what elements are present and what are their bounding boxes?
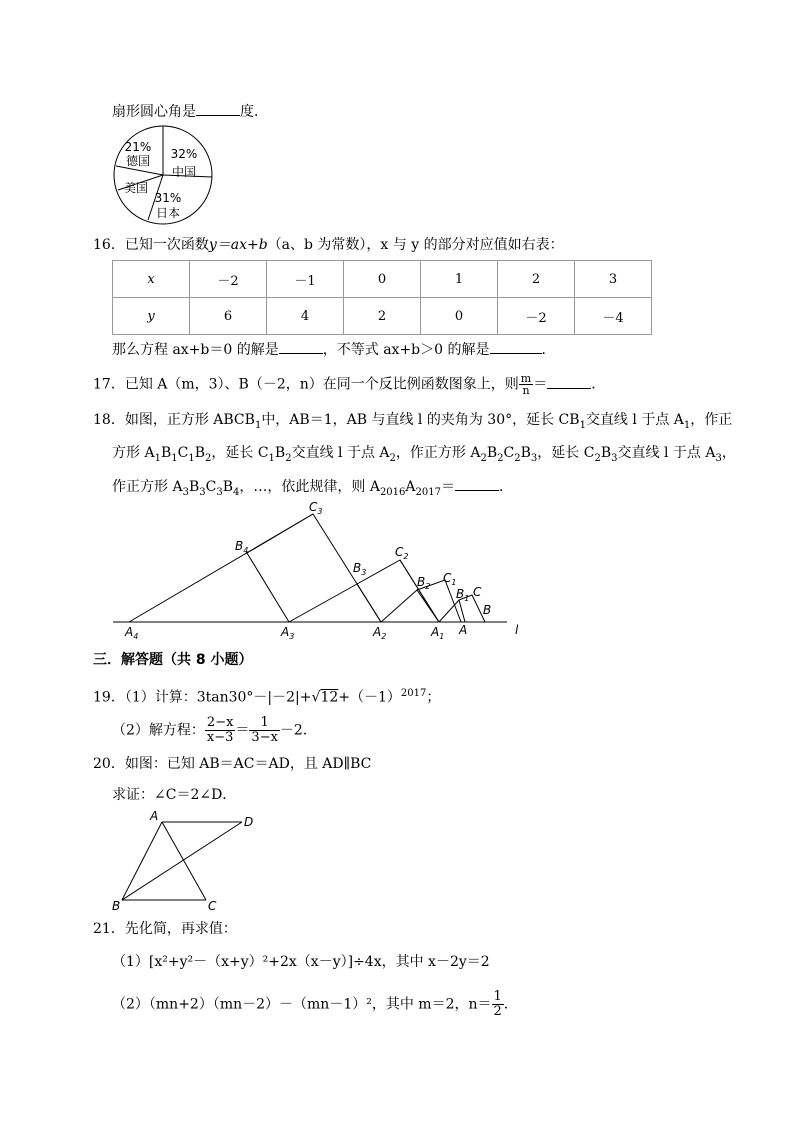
q17-fraction bbox=[519, 373, 533, 396]
q16-func: y＝ax+b bbox=[208, 237, 268, 253]
q17-answer-blank[interactable] bbox=[547, 374, 591, 389]
line-b1 bbox=[439, 600, 459, 622]
label-c2: $C_2$ bbox=[395, 545, 409, 561]
q21-part1: （1）[x²+y²－（x+y）²+2x（x－y）]÷4x，其中 x－2y＝2 bbox=[112, 954, 490, 970]
q18-text: A bbox=[405, 479, 416, 495]
label-d: D bbox=[244, 815, 254, 829]
line-c2 bbox=[400, 560, 439, 622]
q16-question-b: ，不等式 ax+b＞0 的解是 bbox=[322, 342, 490, 358]
q19-sqrt-arg: 12 bbox=[320, 689, 339, 706]
table-cell: －2 bbox=[190, 261, 267, 298]
line-ab bbox=[122, 822, 162, 900]
q18-text: C bbox=[503, 445, 515, 461]
q18-text: 交直线 l 于点 A bbox=[617, 445, 716, 461]
line-ac bbox=[162, 822, 206, 900]
q18-sub: 1 bbox=[268, 452, 275, 464]
q18-answer-blank[interactable] bbox=[455, 476, 499, 491]
table-header-x: x bbox=[113, 261, 190, 298]
q18-text: 作正方形 A bbox=[112, 479, 183, 495]
label-a4: $A_4$ bbox=[125, 625, 139, 641]
q18-sub: 2 bbox=[594, 452, 601, 464]
square-2 bbox=[357, 560, 439, 622]
q21-title: 21．先化简，再求值： bbox=[93, 921, 237, 937]
q18-text: B bbox=[274, 445, 286, 461]
q18-text: ，作正方形 A bbox=[395, 445, 481, 461]
q17-frac-num: m bbox=[520, 372, 532, 385]
q21-frac-num: 1 bbox=[493, 989, 502, 1004]
q19-f1-num: 2−x bbox=[206, 715, 234, 730]
q18-text: 交直线 l 于点 A bbox=[585, 412, 684, 428]
q19-tail: －2． bbox=[279, 722, 317, 739]
q18-text: B bbox=[600, 445, 612, 461]
line-b3 bbox=[289, 584, 357, 622]
q16-answer-b-blank[interactable] bbox=[490, 339, 542, 354]
label-a1: $A_1$ bbox=[431, 625, 445, 641]
pie-pct-germany: 21% bbox=[124, 140, 152, 154]
label-c: C bbox=[473, 585, 482, 599]
line-b2 bbox=[381, 590, 417, 622]
q16-end: ． bbox=[541, 342, 556, 358]
q18-sub: 1 bbox=[171, 452, 178, 464]
label-b3: $B_3$ bbox=[353, 561, 367, 577]
q18-sub: 1 bbox=[579, 419, 586, 431]
q19-part2 bbox=[112, 716, 317, 745]
q18-text: C bbox=[177, 445, 189, 461]
q18-sub: 1 bbox=[188, 452, 195, 464]
label-a: A bbox=[150, 810, 159, 823]
table-cell: 3 bbox=[575, 261, 652, 298]
q21-p2: （2）（mn+2）（mn－2）－（mn－1）²，其中 m＝2，n＝ bbox=[112, 996, 492, 1013]
q18-sub: 2 bbox=[205, 452, 212, 464]
q20-figure bbox=[108, 810, 258, 914]
q18-sub: 2 bbox=[480, 452, 487, 464]
q19-f2-den: 3−x bbox=[251, 730, 278, 745]
label-c: C bbox=[208, 899, 217, 913]
table-header-y: y bbox=[113, 298, 190, 335]
q21-fraction bbox=[492, 990, 504, 1019]
table-row bbox=[113, 298, 652, 335]
pie-label-germany: 德国 bbox=[125, 154, 151, 168]
q16-answer-a-blank[interactable] bbox=[279, 339, 323, 354]
q18-text: 交直线 l 于点 A bbox=[291, 445, 390, 461]
table-cell: 1 bbox=[421, 261, 498, 298]
q20-prove: 求证：∠C＝2∠D． bbox=[112, 787, 237, 803]
q19-f1-den: x−3 bbox=[206, 730, 234, 745]
q18-sub: 2 bbox=[285, 452, 292, 464]
q17-frac-den: n bbox=[522, 384, 530, 397]
q18-text: 中，AB＝1，AB 与直线 l 的夹角为 30°，延长 CB bbox=[261, 412, 580, 428]
q17-eq: ＝ bbox=[533, 376, 548, 393]
q18-sub: 3 bbox=[199, 486, 206, 498]
q18-sub: 2017 bbox=[415, 486, 441, 498]
q18-sub: 2 bbox=[389, 452, 396, 464]
q18-line2 bbox=[112, 443, 736, 469]
q18-text: B bbox=[194, 445, 205, 461]
q18-sub: 3 bbox=[715, 452, 722, 464]
table-cell: 0 bbox=[344, 261, 421, 298]
q15-answer-blank[interactable] bbox=[196, 101, 240, 116]
table-cell: 6 bbox=[190, 298, 267, 335]
q16-stem bbox=[93, 235, 564, 255]
q19-f2-num: 1 bbox=[249, 716, 280, 731]
q19-p1c: ； bbox=[426, 689, 441, 706]
label-c3: $C_3$ bbox=[309, 500, 323, 516]
q18-sub: 4 bbox=[233, 486, 240, 498]
q17-stem: 17．已知 A（m，3）、B（－2，n）在同一个反比例函数图象上，则 bbox=[93, 376, 519, 393]
q18-sub: 1 bbox=[254, 419, 262, 431]
q16-mid: （a、b 为常数），x 与 y 的部分对应值如右表： bbox=[267, 237, 564, 253]
table-cell: 0 bbox=[421, 298, 498, 335]
pie-pct-china: 32% bbox=[170, 147, 198, 161]
q18-sub: 2 bbox=[514, 452, 521, 464]
label-b1: $B_1$ bbox=[456, 587, 470, 603]
q18-text: B bbox=[486, 445, 498, 461]
q18-text: C bbox=[205, 479, 217, 495]
q15-unit: 度． bbox=[240, 104, 268, 120]
label-b2: $B_2$ bbox=[417, 575, 431, 591]
line-bd bbox=[122, 822, 242, 900]
label-a2: $A_2$ bbox=[373, 625, 387, 641]
q18-line1 bbox=[93, 410, 732, 436]
label-a: A bbox=[459, 623, 468, 637]
sqrt-symbol: √ bbox=[311, 689, 321, 706]
q18-text: ，…，依此规律，则 A bbox=[239, 479, 380, 495]
pie-chart bbox=[112, 124, 216, 228]
q19-frac-2 bbox=[249, 716, 280, 745]
q16-question-a: 那么方程 ax+b＝0 的解是 bbox=[112, 342, 279, 358]
q18-figure bbox=[105, 498, 535, 644]
q19-part1 bbox=[93, 684, 440, 708]
table-cell: －4 bbox=[575, 298, 652, 335]
q18-text: B bbox=[188, 479, 200, 495]
q19-exp: 2017 bbox=[400, 688, 427, 699]
q18-text: B bbox=[520, 445, 531, 461]
q19-p1b: +（－1） bbox=[338, 689, 401, 706]
q15-prefix: 扇形圆心角是 bbox=[112, 104, 196, 120]
q19-p2: （2）解方程： bbox=[112, 722, 205, 739]
q21-end: ． bbox=[503, 996, 518, 1013]
label-b4: $B_4$ bbox=[235, 539, 249, 555]
q18-text: 18．如图，正方形 ABCB bbox=[93, 412, 255, 428]
q18-sub: 2016 bbox=[379, 486, 406, 498]
q18-text: ＝ bbox=[440, 479, 455, 495]
q18-sub: 3 bbox=[611, 452, 618, 464]
q21-frac-den: 2 bbox=[493, 1004, 502, 1019]
q19-frac-1 bbox=[205, 716, 236, 745]
q17-text bbox=[93, 373, 605, 396]
pie-pct-japan: 31% bbox=[154, 191, 182, 205]
q16-prefix: 16．已知一次函数 bbox=[93, 237, 209, 253]
q19-eq: ＝ bbox=[235, 722, 250, 739]
label-b: B bbox=[483, 603, 492, 617]
q17-end: ． bbox=[591, 376, 606, 393]
label-b: B bbox=[112, 899, 121, 913]
q20-stem: 20．如图：已知 AB＝AC＝AD，且 AD∥BC bbox=[93, 756, 372, 772]
pie-label-japan: 日本 bbox=[155, 206, 181, 220]
q18-sub: 1 bbox=[683, 419, 691, 431]
q18-text: ，延长 C bbox=[211, 445, 269, 461]
q18-text: 方形 A bbox=[112, 445, 155, 461]
label-c1: $C_1$ bbox=[443, 571, 457, 587]
q18-text: ，作正 bbox=[690, 412, 733, 428]
q18-sub: 3 bbox=[182, 486, 189, 498]
q15-text bbox=[112, 101, 268, 122]
table-cell: 2 bbox=[344, 298, 421, 335]
table-cell: －1 bbox=[267, 261, 344, 298]
q18-text: ， bbox=[721, 445, 736, 461]
q16-value-table bbox=[112, 260, 652, 335]
pie-label-china: 中国 bbox=[171, 165, 197, 179]
q18-text: B bbox=[222, 479, 233, 495]
pie-label-usa: 美国 bbox=[123, 181, 149, 195]
q19-p1: 19．（1）计算：3tan30°－|－2|+ bbox=[93, 689, 312, 706]
section-3-heading: 三．解答题（共 8 小题） bbox=[93, 652, 253, 668]
q21-part2 bbox=[112, 990, 518, 1019]
q18-sub: 2 bbox=[497, 452, 504, 464]
table-row bbox=[113, 261, 652, 298]
q16-questions bbox=[112, 339, 556, 360]
q18-sub: 3 bbox=[216, 486, 223, 498]
q18-text: B bbox=[160, 445, 172, 461]
table-cell: －2 bbox=[498, 298, 575, 335]
q18-sub: 3 bbox=[530, 452, 538, 464]
q18-text: ． bbox=[498, 479, 513, 495]
table-cell: 2 bbox=[498, 261, 575, 298]
q18-sub: 1 bbox=[154, 452, 161, 464]
label-a3: $A_3$ bbox=[281, 625, 295, 641]
label-l: l bbox=[515, 623, 519, 637]
q18-text: ，延长 C bbox=[537, 445, 595, 461]
table-cell: 4 bbox=[267, 298, 344, 335]
